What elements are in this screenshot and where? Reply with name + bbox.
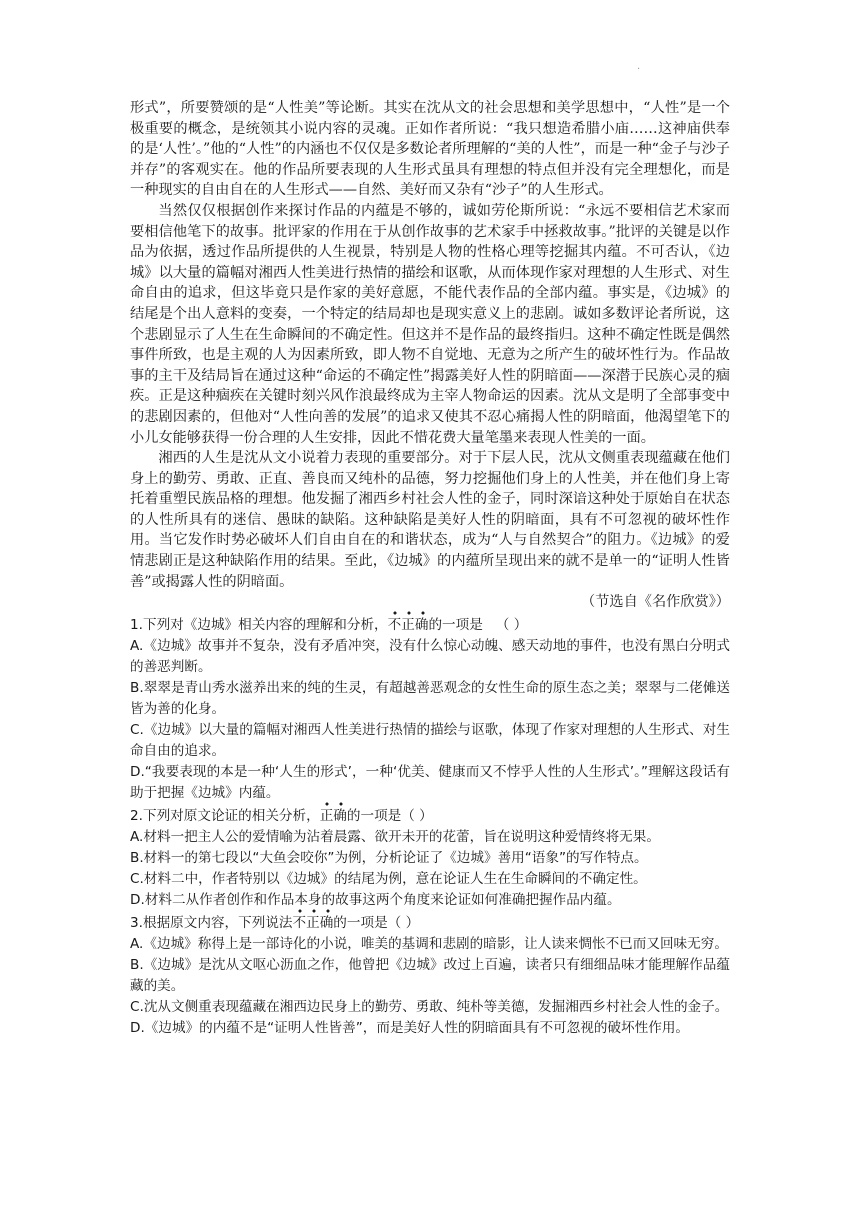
question-1-suffix: 的一项是	[428, 616, 483, 633]
article-paragraph-2: 当然仅仅根据创作来探讨作品的内蕴是不够的，诚如劳伦斯所说：“永远不要相信艺术家而要相信他笔下的故事。批评家的作用在于从创作故事的艺术家手中拯救故事。”批评的关键是以作品为依据，透过作品所提供的人生视景，特别是人物的性格心理等挖掘其内蕴。不可否认，《边城》以大量的篇幅对湘西人性美进行热情的描绘和讴歌，从而体现作家对理想的人生形式、对生命自由的追求，但这毕竟只是作家的美好意愿，不能代表作品的全部内蕴。事实是，《边城》的结尾是个出人意料的变奏，一个特定的结局却也是现实意义上的悲剧。诚如多数评论者所说，这个悲剧显示了人生在生命瞬间的不确定性。但这并不是作品的最终指归。这种不确定性既是偶然事件所致，也是主观的人为因素所致，即人物不自觉地、无意为之所产生的破坏性行为。作品故事的主干及结局旨在通过这种“命运的不确定性”揭露美好人性的阴暗面——深潜于民族心灵的痼疾。正是这种痼疾在关键时刻兴风作浪最终成为主宰人物命运的因素。沈从文是明了全部事变中的悲剧因素的，但他对“人性向善的发展”的追求又使其不忍心痛揭人性的阴暗面，他渴望笔下的小儿女能够获得一份合理的人生安排，因此不惜花费大量笔墨来表现人性美的一面。	[130, 202, 730, 446]
article-paragraph-1: 形式”，所要赞颂的是“人性美”等论断。其实在沈从文的社会思想和美学思想中，“人性”是一个极重要的概念，是统领其小说内容的灵魂。正如作者所说：“我只想造希腊小庙……这神庙供奉的是‘人性’。”他的“人性”的内涵也不仅仅是多数论者所理解的“美的人性”，而是一种“金子与沙子并存”的客观实在。他的作品所要表现的人生形式虽具有理想的特点但并没有完全理想化，而是一种现实的自由自在的人生形式——自然、美好而又杂有“沙子”的人生形式。	[130, 100, 730, 199]
question-3-emphasis: 不正确	[293, 913, 334, 934]
question-3-option-d: D.《边城》的内蕴不是“证明人性皆善”，而是美好人性的阴暗面具有不可忽视的破坏性作用。	[130, 1019, 690, 1036]
question-1-text: 1.下列对《边城》相关内容的理解和分析，	[130, 616, 388, 633]
question-3-stem	[130, 913, 730, 934]
question-1-option-c: C.《边城》以大量的篇幅对湘西人性美进行热情的描绘与讴歌，体现了作家对理想的人生形式、对生命自由的追求。	[130, 721, 730, 759]
question-3-option-c: C.沈从文侧重表现蕴藏在湘西边民身上的勤劳、勇敢、纯朴等美德，发掘湘西乡村社会人性的金子。	[130, 998, 729, 1015]
question-1-option-d: D.“我要表现的本是一种‘人生的形式’，一种‘优美、健康而又不悖乎人性的人生形式’。”理解这段话有助于把握《边城》内蕴。	[130, 763, 730, 801]
question-3-answer-blank: （ ）	[387, 914, 420, 931]
question-3-suffix: 的一项是	[333, 914, 388, 931]
question-3-text: 3.根据原文内容，下列说法	[130, 914, 293, 931]
question-3-option-b: B.《边城》是沈从文呕心沥血之作，他曾把《边城》改过上百遍，读者只有细细品味才能理解作品蕴藏的美。	[130, 956, 730, 994]
question-1-stem	[130, 615, 730, 636]
article-paragraph-3: 湘西的人生是沈从文小说着力表现的重要部分。对于下层人民，沈从文侧重表现蕴藏在他们身上的勤劳、勇敢、正直、善良而又纯朴的品德，努力挖掘他们身上的人性美，并在他们身上寄托着重塑民族品格的理想。他发掘了湘西乡村社会人性的金子，同时深谙这种处于原始自在状态的人性所具有的迷信、愚昧的缺陷。这种缺陷是美好人性的阴暗面，具有不可忽视的破坏性作用。当它发作时势必破坏人们自由自在的和谐状态，成为“人与自然契合”的阻力。《边城》的爱情悲剧正是这种缺陷作用的结果。至此，《边城》的内蕴所呈现出来的就不是单一的“证明人性皆善”或揭露人性的阴暗面。	[130, 450, 730, 590]
question-2-answer-blank: （ ）	[401, 807, 433, 824]
question-2-option-b: B.材料一的第七段以“大鱼会咬你”为例，分析论证了《边城》善用“语象”的写作特点。	[130, 849, 648, 866]
question-3-option-a: A.《边城》称得上是一部诗化的小说，唯美的基调和悲剧的暗影，让人读来惆怅不已而又回味无穷。	[130, 935, 728, 952]
question-2-suffix: 的一项是	[346, 807, 402, 824]
question-1-option-a: A.《边城》故事并不复杂，没有矛盾冲突，没有什么惊心动魄、感天动地的事件，也没有黑白分明式的善恶判断。	[130, 637, 730, 675]
question-2-stem	[130, 806, 730, 827]
question-2-text: 2.下列对原文论证的相关分析，	[130, 807, 320, 824]
question-2-option-d: D.材料二从作者创作和作品本身的故事这两个角度来论证如何准确把握作品内蕴。	[130, 891, 621, 908]
source-citation: （节选自《名作欣赏》）	[581, 594, 730, 611]
question-1-option-b: B.翠翠是青山秀水滋养出来的纯的生灵，有超越善恶观念的女性生命的原生态之美；翠翠与二佬傩送皆为善的化身。	[130, 679, 730, 717]
question-1-emphasis: 不正确	[388, 615, 429, 636]
question-1-answer-blank: （ ）	[495, 616, 528, 633]
document-page	[130, 98, 730, 1039]
question-2-emphasis: 正确	[320, 806, 347, 827]
question-2-option-a: A.材料一把主人公的爱情喻为沾着晨露、欲开未开的花蕾，旨在说明这种爱情终将无果。	[130, 828, 660, 845]
corner-dot: ·	[637, 64, 641, 75]
question-2-option-c: C.材料二中，作者特别以《边城》的结尾为例，意在论证人生在生命瞬间的不确定性。	[130, 870, 647, 887]
